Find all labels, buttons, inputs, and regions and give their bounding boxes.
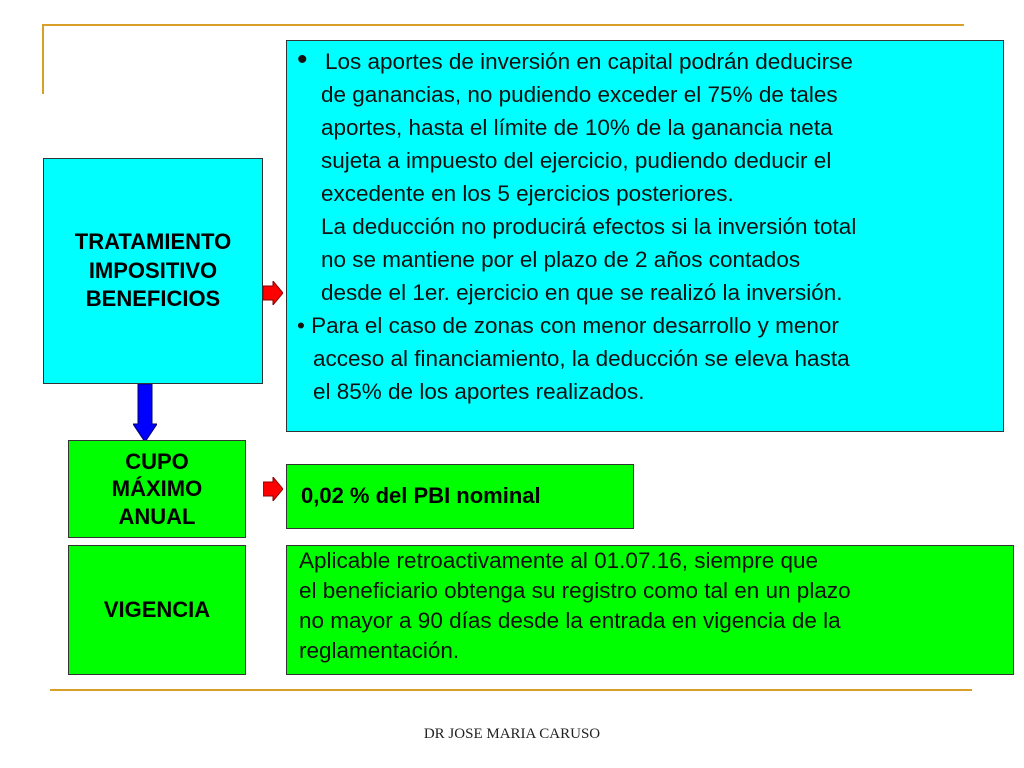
bullet-1-line-6: La deducción no producirá efectos si la inversión total [321,214,857,239]
bullet-1-line-8: desde el 1er. ejercicio en que se realizó la inversión. [321,280,843,305]
cupo-line-3: ANUAL [118,503,196,529]
cupo-line-2: MÁXIMO [111,476,203,502]
bullet-2-first-line [297,309,1003,342]
bullet-icon: • [297,43,308,76]
frame-left-line [42,24,44,94]
bullet-1-line-3: aportes, hasta el límite de 10% de la ganancia neta [321,115,833,140]
footer-author: DR JOSE MARIA CARUSO [423,726,601,742]
tratamiento-line-2: IMPOSITIVO [88,257,218,283]
bullet-1-first-line [297,43,1003,78]
bullet-2-line-3: el 85% de los aportes realizados. [313,379,645,404]
vigencia-text-box [286,545,1014,675]
cupo-value-box [286,464,634,529]
bullet-1-line-4: sujeta a impuesto del ejercicio, pudiendo deducir el [321,148,832,173]
tratamiento-line-1: TRATAMIENTO [74,229,232,255]
right-arrow-icon [263,281,283,305]
bullet-2-line-2: acceso al financiamiento, la deducción se eleva hasta [313,346,850,371]
down-arrow-icon [133,384,157,442]
cupo-value: 0,02 % del PBI nominal [301,483,541,509]
vigencia-label: VIGENCIA [103,596,211,622]
vigencia-line-1: Aplicable retroactivamente al 01.07.16, siempre que [299,548,819,573]
frame-bottom-line [50,689,972,691]
vigencia-line-3: no mayor a 90 días desde la entrada en vigencia de la [299,608,841,633]
cupo-line-1: CUPO [125,448,189,474]
vigencia-label-box [68,545,246,675]
right-arrow-icon [263,477,283,501]
frame-top-line [42,24,964,26]
bullet-2-line-1: Para el caso de zonas con menor desarrollo y menor [311,313,839,338]
main-text-box [286,40,1004,432]
bullet-1-line-7: no se mantiene por el plazo de 2 años contados [321,247,801,272]
tratamiento-line-3: BENEFICIOS [85,286,221,312]
bullet-icon: • [297,313,312,338]
bullet-1-line-2: de ganancias, no pudiendo exceder el 75% de tales [321,82,838,107]
bullet-1-line-1: Los aportes de inversión en capital podrán deducirse [325,49,853,74]
vigencia-line-2: el beneficiario obtenga su registro como tal en un plazo [299,578,851,603]
bullet-1-line-5: excedente en los 5 ejercicios posteriores. [321,181,734,206]
vigencia-line-4: reglamentación. [299,638,460,663]
cupo-label-box [68,440,246,538]
tratamiento-label-box [43,158,263,384]
